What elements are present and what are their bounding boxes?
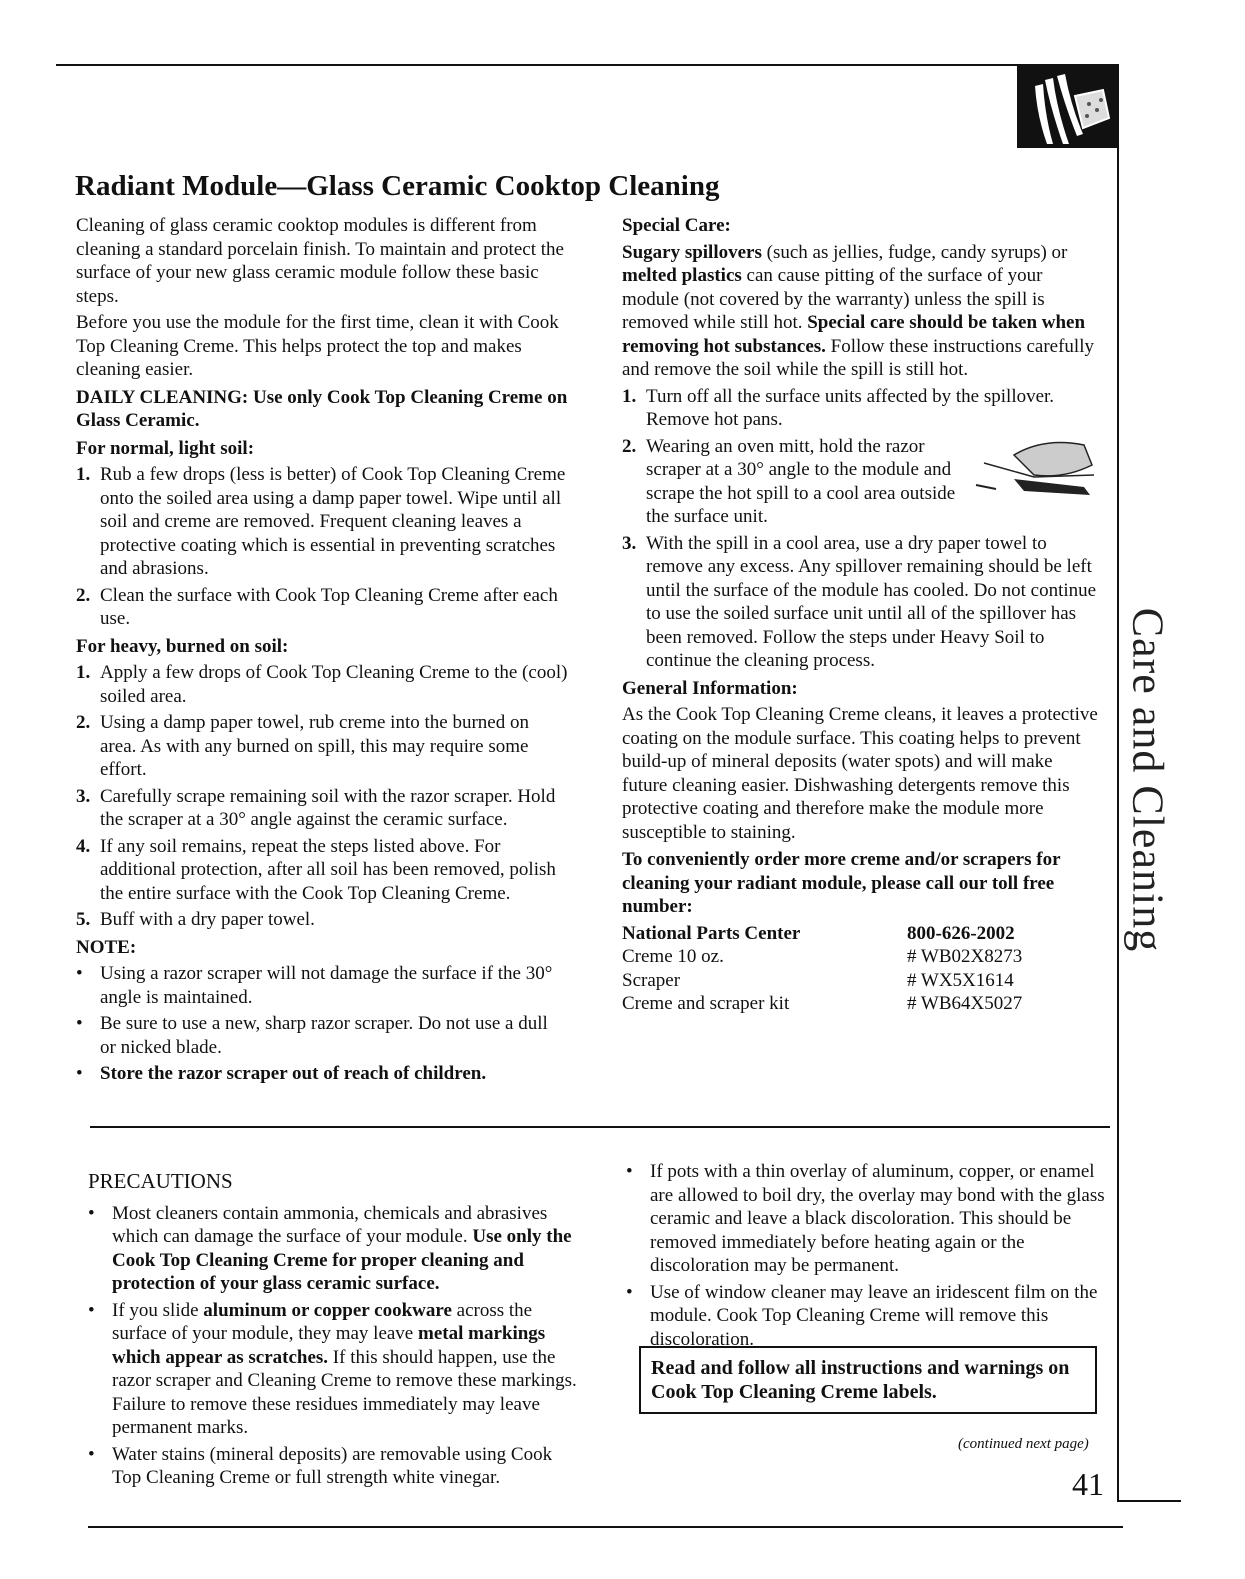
normal-soil-heading: For normal, light soil: xyxy=(76,437,255,459)
part-number: # WB02X8273 xyxy=(907,946,1023,967)
part-number: # WB64X5027 xyxy=(907,993,1023,1014)
precautions-right xyxy=(626,1160,1106,1354)
list-item: 1. Rub a few drops (less is better) of Cook Top Cleaning Creme onto the soiled area using a damp paper towel. Wipe until all soil and creme are removed. Frequent cleaning leaves a protective coating which is essential in preventing scratches and abrasions. xyxy=(76,464,566,579)
intro-paragraph: Before you use the module for the first time, clean it with Cook Top Cleaning Creme. This helps protect the top and makes cleaning easier. xyxy=(76,312,559,380)
part-name: Creme and scraper kit xyxy=(622,993,790,1014)
order-info: To conveniently order more creme and/or scrapers for cleaning your radiant module, please call our toll free number: xyxy=(622,849,1061,917)
hot-spill-steps xyxy=(622,385,1102,673)
list-item: 3. With the spill in a cool area, use a dry paper towel to remove any excess. Any spillover remaining should be left until the surface of the module has cooled. Do not continue to use the soiled surface unit until all of the spillover has been removed. Follow the steps under Heavy Soil to continue the cleaning process. xyxy=(622,532,1097,671)
precautions-left xyxy=(88,1170,578,1493)
note-heading: NOTE: xyxy=(76,936,137,958)
special-care-paragraph: Sugary spillovers (such as jellies, fudge, candy syrups) or melted plastics can cause pitting of the surface of your module (not covered by the warranty) unless the spill is removed while still hot. Special care should be taken when removing hot substances. Follow these instructions carefully and remove the soil while the spill is still hot. xyxy=(622,241,1094,380)
part-number: # WX5X1614 xyxy=(907,969,1014,991)
intro-paragraph: Cleaning of glass ceramic cooktop modules is different from cleaning a standard porcelain finish. To maintain and protect the surface of your new glass ceramic module follow these basic steps. xyxy=(76,215,564,307)
list-item: • Store the razor scraper out of reach of children. xyxy=(76,1063,487,1084)
parts-table xyxy=(622,922,1102,1016)
list-item: • Use of window cleaner may leave an iridescent film on the module. Cook Top Cleaning Creme will remove this discoloration. xyxy=(626,1281,1098,1350)
heavy-soil-heading: For heavy, burned on soil: xyxy=(76,635,289,657)
section-divider xyxy=(90,1126,1110,1128)
list-item: • Using a razor scraper will not damage the surface if the 30° angle is maintained. xyxy=(76,963,553,1008)
general-info-heading: General Information: xyxy=(622,677,798,699)
precautions-list-continued xyxy=(626,1160,1106,1351)
section-tab-label: Care and Cleaning xyxy=(1123,607,1173,953)
list-item: 4. If any soil remains, repeat the steps listed above. For additional protection, after all soil has been removed, polish the entire surface with the Cook Top Cleaning Creme. xyxy=(76,835,556,904)
list-item: 2. Clean the surface with Cook Top Cleaning Creme after each use. xyxy=(76,584,558,629)
note-list xyxy=(76,962,568,1086)
list-item: • Most cleaners contain ammonia, chemicals and abrasives which can damage the surface of your module. Use only the Cook Top Cleaning Creme for proper cleaning and protection of your glass ceramic surface. xyxy=(88,1202,572,1294)
normal-soil-steps xyxy=(76,463,568,631)
list-item: • Water stains (mineral deposits) are removable using Cook Top Cleaning Creme or full strength white vinegar. xyxy=(88,1443,553,1488)
list-item: • If pots with a thin overlay of aluminum, copper, or enamel are allowed to boil dry, the overlay may bond with the glass ceramic and leave a black discoloration. This should be removed immediately before heating again or the discoloration may be permanent. xyxy=(626,1161,1105,1276)
warning-box: Read and follow all instructions and warnings on Cook Top Cleaning Creme labels. xyxy=(639,1346,1097,1414)
precautions-heading: PRECAUTIONS xyxy=(88,1169,233,1193)
list-item: 1. Turn off all the surface units affected by the spillover. Remove hot pans. xyxy=(622,385,1055,430)
list-item: • Be sure to use a new, sharp razor scraper. Do not use a dull or nicked blade. xyxy=(76,1013,548,1058)
list-item: 5. Buff with a dry paper towel. xyxy=(76,909,315,930)
list-item: 2. Using a damp paper towel, rub creme into the burned on area. As with any burned on spill, this may require some effort. xyxy=(76,712,529,780)
right-column xyxy=(622,210,1102,1016)
list-item: • If you slide aluminum or copper cookware across the surface of your module, they may leave metal markings which appear as scratches. If this should happen, use the razor scraper and Cleaning Creme to remove these markings. Failure to remove these residues immediately may leave permanent marks. xyxy=(88,1299,577,1438)
sidebar-bottom-rule xyxy=(1117,1500,1181,1502)
page-title: Radiant Module—Glass Ceramic Cooktop Cleaning xyxy=(75,170,720,202)
parts-center-name: National Parts Center xyxy=(622,922,801,944)
general-info-paragraph: As the Cook Top Cleaning Creme cleans, it leaves a protective coating on the module surface. This coating helps to prevent build-up of mineral deposits (water spots) and will make future cleaning easier. Dishwashing detergents remove this protective coating and therefore make the module more susceptible to staining. xyxy=(622,704,1098,843)
part-name: Scraper xyxy=(622,969,681,991)
page-number: 41 xyxy=(1072,1466,1104,1502)
parts-phone: 800-626-2002 xyxy=(907,922,1015,944)
part-name: Creme 10 oz. xyxy=(622,946,724,967)
section-tab xyxy=(1120,560,1176,1000)
list-item: 1. Apply a few drops of Cook Top Cleaning Creme to the (cool) soiled area. xyxy=(76,662,568,707)
daily-cleaning-heading: DAILY CLEANING: Use only Cook Top Cleaning Creme on Glass Ceramic. xyxy=(76,386,568,431)
list-item: 2. Wearing an oven mitt, hold the razor scraper at a 30° angle to the module and scrape the hot spill to a cool area outside the surface unit. xyxy=(622,435,1102,529)
list-item: 3. Carefully scrape remaining soil with the razor scraper. Hold the scraper at a 30° angle against the ceramic surface. xyxy=(76,785,556,830)
razor-scraper-icon xyxy=(974,435,1102,507)
precautions-list xyxy=(88,1202,578,1490)
sidebar-rule xyxy=(1117,64,1119,1502)
cleaning-hand-icon xyxy=(1017,66,1117,148)
continued-note: (continued next page) xyxy=(958,1436,1089,1452)
footer-rule xyxy=(88,1526,1123,1528)
heavy-soil-steps xyxy=(76,661,568,932)
special-care-heading: Special Care: xyxy=(622,215,731,236)
top-rule xyxy=(56,64,1118,66)
left-column xyxy=(76,214,568,1089)
